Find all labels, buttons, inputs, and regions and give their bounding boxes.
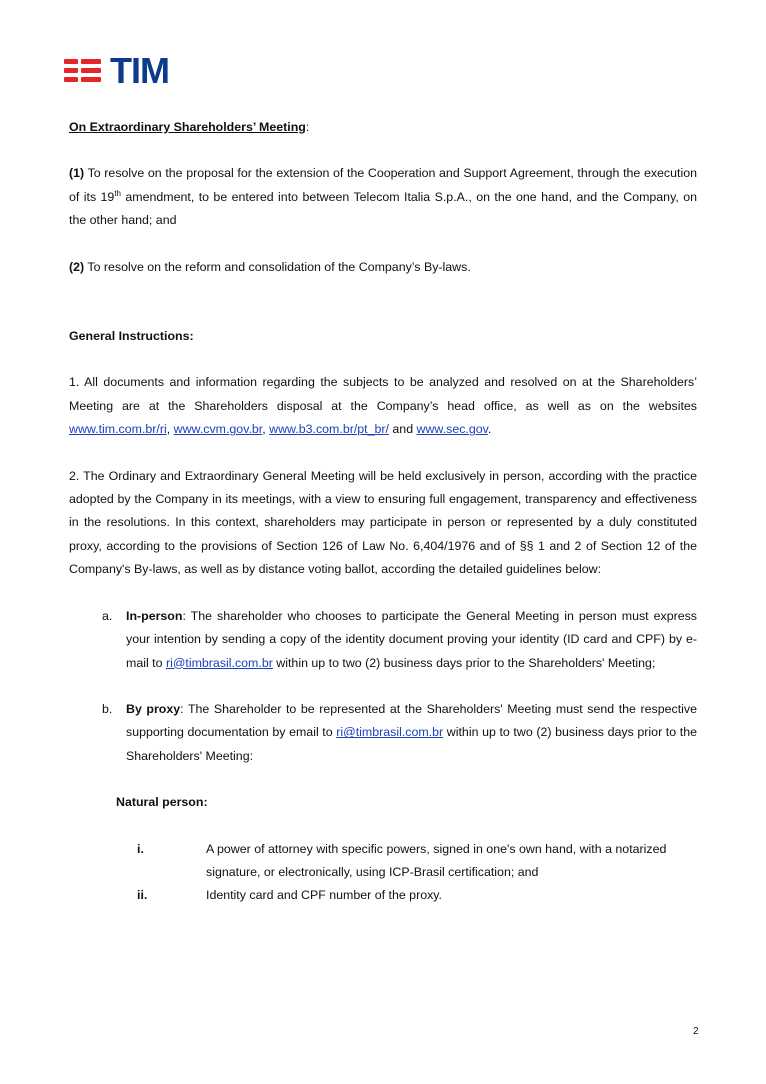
instruction-by-proxy: b. By proxy: The Shareholder to be represented at the Shareholders' Meeting must send the respective supporting documentation by email to ri@timbrasil.com.br within up to two (2) business days prior to the Shareholders' Meeting: [102,701,697,763]
general-instructions-title: General Instructions: [69,329,194,344]
link-cvm[interactable]: www.cvm.gov.br [173,422,263,437]
natural-person-item: ii. Identity card and CPF number of the proxy. [137,888,442,903]
section-heading: On Extraordinary Shareholders’ Meeting: [69,120,310,134]
heading-label: On Extraordinary Shareholders’ Meeting [69,120,306,134]
link-tim-ri[interactable]: www.tim.com.br/ri [69,422,167,437]
natural-person-title: Natural person: [116,795,208,810]
natural-person-item: i. A power of attorney with specific powers, signed in one's own hand, with a notarized signature, or electronically, using ICP-Brasil certification; and [137,841,667,879]
tim-logo [64,50,169,91]
instruction-in-person: a. In-person: The shareholder who chooses to participate the General Meeting in person must express your intention by sending a copy of the identity document proving your identity (ID card and CPF) by e-mail to ri@timbrasil.com.br within up to two (2) business days prior to the Shareholders' Meeting; [102,608,697,670]
instruction-1: 1. All documents and information regarding the subjects to be analyzed and resolved on at the Shareholders’ Meeting are at the Shareholders disposal at the Company’s head office, as well as on the websites www.tim.com.br/ri, www.cvm.gov.br, www.b3.com.br/pt_br/ and www.sec.gov. [69,375,697,437]
email-link[interactable]: ri@timbrasil.com.br [165,655,273,670]
document-body [69,116,697,908]
instruction-2: 2. The Ordinary and Extraordinary General Meeting will be held exclusively in person, according with the practice adopted by the Company in its meetings, with a view to ensuring full engagement, transparency and effectiveness in the resolutions. In this context, shareholders may participate in person or represented by a duly constituted proxy, according to the provisions of Section 126 of Law No. 6,404/1976 and of §§ 1 and 2 of Section 12 of the Company's By-laws, as well as by distance voting ballot, according the detailed guidelines below: [69,468,697,577]
agenda-item-1: (1) To resolve on the proposal for the extension of the Cooperation and Support Agreement, through the execution of its 19th amendment, to be entered into between Telecom Italia S.p.A., on the one hand, and the Company, on the other hand; and [69,166,697,228]
tim-logo-icon [64,56,104,86]
logo-text: TIM [110,50,169,91]
page-number: 2 [693,1026,699,1037]
link-b3[interactable]: www.b3.com.br/pt_br/ [269,422,389,437]
email-link[interactable]: ri@timbrasil.com.br [336,725,444,740]
agenda-item-2: (2) To resolve on the reform and consolidation of the Company’s By-laws. [69,259,471,274]
link-sec[interactable]: www.sec.gov [416,422,488,437]
